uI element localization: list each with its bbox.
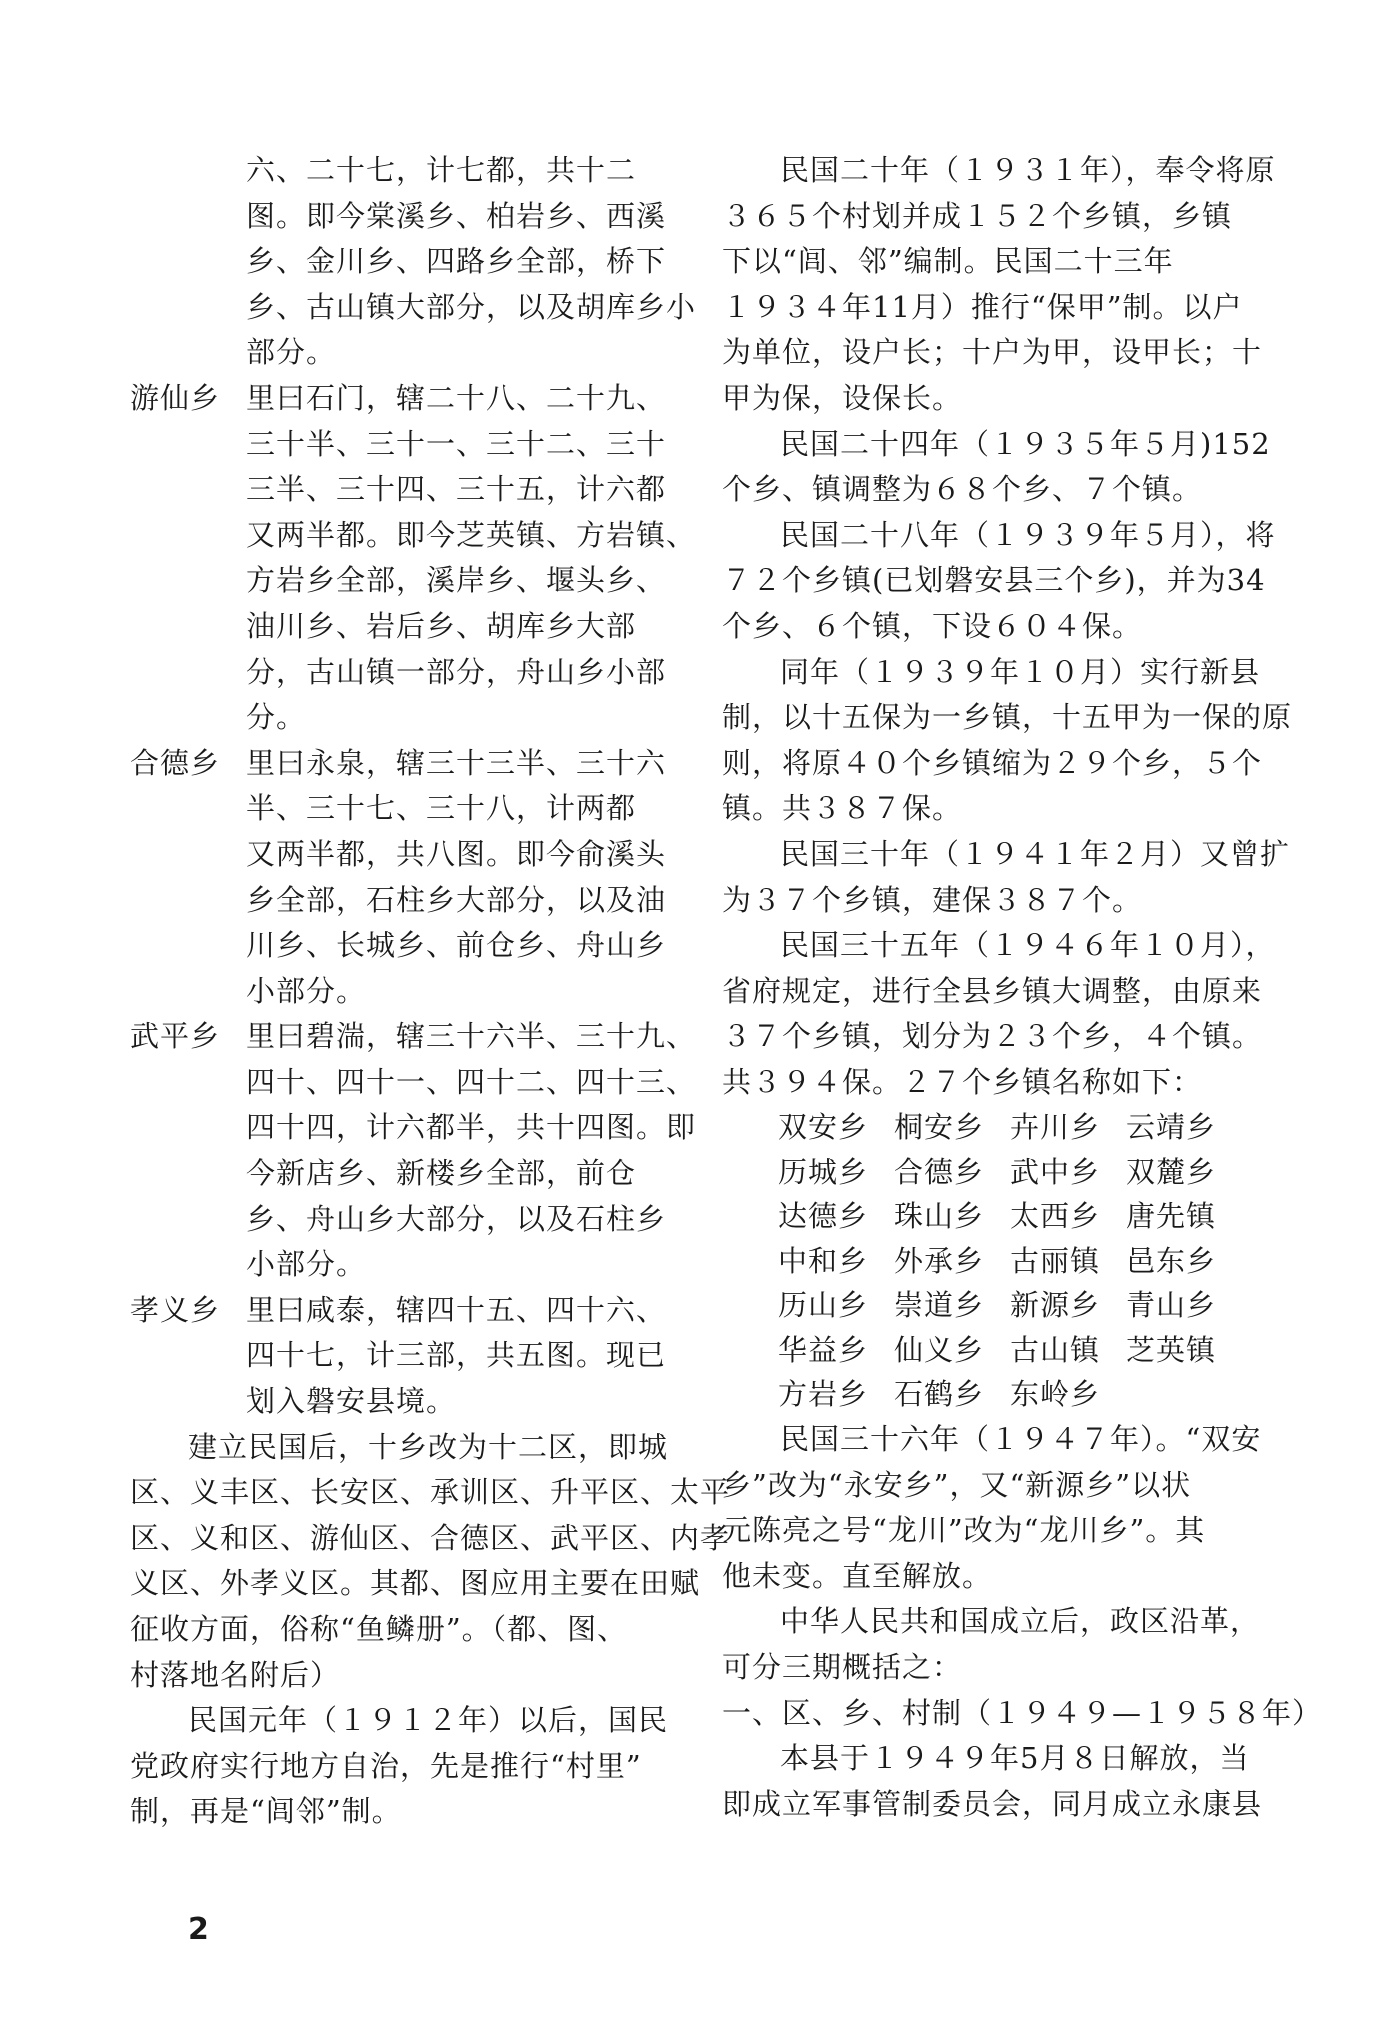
text-line: 民国二十四年（１９３５年５月)152 [780, 426, 1271, 461]
text-line: 则，将原４０个乡镇缩为２９个乡，５个 [722, 745, 1263, 780]
text-line: 里曰咸泰，辖四十五、四十六、 [246, 1292, 667, 1327]
text-line: 民国三十五年（１９４６年１０月）， [780, 928, 1276, 963]
township-name: 太西乡 [1010, 1199, 1101, 1234]
text-line: 划入磐安县境。 [246, 1384, 457, 1419]
entry-youxian [130, 376, 697, 741]
township-name: 中和乡 [778, 1243, 869, 1278]
text-line: 乡、舟山乡大部分，以及石柱乡 [246, 1201, 667, 1236]
township-name: 桐安乡 [894, 1110, 985, 1145]
text-line: 区、义丰区、长安区、承训区、升平区、太平 [130, 1475, 731, 1510]
text-line: ７２个乡镇(已划磐安县三个乡)，并为34 [722, 563, 1266, 598]
text-line: 本县于１９４９年5月８日解放，当 [780, 1741, 1250, 1776]
text-line: 小部分。 [246, 973, 367, 1008]
text-line: 四十四，计六都半，共十四图。即 [246, 1110, 697, 1145]
entry-term: 孝义乡 [130, 1292, 221, 1327]
text-line: 里曰石门，辖二十八、二十九、 [246, 380, 667, 415]
township-name: 古丽镇 [1010, 1243, 1101, 1278]
township-name: 仙义乡 [894, 1332, 985, 1367]
text-line: 小部分。 [246, 1247, 367, 1282]
township-name: 石鹤乡 [894, 1377, 985, 1412]
text-line: 义区、外孝义区。其都、图应用主要在田赋 [130, 1566, 701, 1601]
paragraph-1941 [722, 832, 1291, 923]
text-line: 征收方面，俗称“鱼鳞册”。（都、图、 [130, 1612, 628, 1646]
text-line: 又两半都，共八图。即今俞溪头 [246, 836, 667, 871]
entry-term: 武平乡 [130, 1019, 221, 1054]
text-line: 为单位，设户长；十户为甲，设甲长；十 [722, 335, 1263, 370]
township-name: 方岩乡 [778, 1377, 869, 1412]
township-name: 合德乡 [894, 1154, 985, 1189]
text-line: 民国二十年（１９３１年），奉令将原 [780, 153, 1276, 187]
text-line: 半、三十七、三十八，计两都 [246, 791, 637, 826]
text-line: １９３４年11月）推行“保甲”制。以户 [722, 289, 1243, 324]
text-line: 部分。 [246, 335, 337, 370]
text-line: 又两半都。即今芝英镇、方岩镇、 [246, 517, 697, 552]
text-line: 乡、古山镇大部分，以及胡库乡小 [246, 289, 697, 324]
text-line: 油川乡、岩后乡、胡库乡大部 [246, 608, 637, 643]
entry-term: 合德乡 [130, 745, 221, 780]
text-line: 个乡、镇调整为６８个乡、７个镇。 [722, 472, 1203, 507]
right-column [722, 148, 1323, 1827]
text-line: ３７个乡镇，划分为２３个乡，４个镇。 [722, 1019, 1263, 1054]
text-line: 里曰永泉，辖三十三半、三十六 [246, 745, 667, 780]
text-line: 乡”改为“永安乡”，又“新源乡”以状 [722, 1467, 1192, 1502]
township-name: 青山乡 [1126, 1288, 1217, 1323]
text-line: 下以“闾、邻”编制。民国二十三年 [722, 244, 1174, 279]
text-line: 同年（１９３９年１０月）实行新县 [780, 654, 1261, 689]
text-line: 为３７个乡镇，建保３８７个。 [722, 882, 1143, 917]
township-name: 新源乡 [1010, 1288, 1101, 1323]
text-line: 六、二十七，计七都，共十二 [246, 153, 637, 187]
text-line: 图。即今棠溪乡、柏岩乡、西溪 [246, 198, 667, 233]
text-line: 民国二十八年（１９３９年５月），将 [780, 517, 1276, 552]
text-line: 省府规定，进行全县乡镇大调整，由原来 [722, 973, 1263, 1008]
paragraph-prc [722, 1599, 1261, 1690]
text-line: 甲为保，设保长。 [722, 380, 963, 415]
left-column [130, 148, 731, 1835]
text-line: ３６５个村划并成１５２个乡镇，乡镇 [722, 198, 1233, 233]
text-line: 村落地名附后） [130, 1657, 341, 1692]
text-line: 四十、四十一、四十二、四十三、 [246, 1064, 697, 1099]
township-name: 武中乡 [1010, 1154, 1101, 1189]
entry-wuping [130, 1014, 697, 1288]
township-name: 达德乡 [778, 1199, 869, 1234]
township-name: 历山乡 [778, 1288, 869, 1323]
township-list [722, 1105, 1242, 1417]
paragraph-1949 [722, 1736, 1263, 1827]
text-line: 民国三十年（１９４１年２月）又曾扩 [780, 836, 1291, 871]
entry-continued [130, 148, 697, 376]
text-line: 川乡、长城乡、前仓乡、舟山乡 [246, 928, 667, 963]
text-line: 分，古山镇一部分，舟山乡小部 [246, 654, 667, 689]
entry-term: 游仙乡 [130, 380, 221, 415]
township-name: 东岭乡 [1010, 1377, 1101, 1412]
text-line: 乡、金川乡、四路乡全部，桥下 [246, 244, 667, 279]
text-line: 民国元年（１９１２年）以后，国民 [188, 1703, 669, 1738]
entry-xiaoyi [130, 1288, 670, 1425]
text-line: 三半、三十四、三十五，计六都 [246, 472, 667, 507]
township-name: 华益乡 [778, 1332, 869, 1367]
township-name: 珠山乡 [894, 1199, 985, 1234]
paragraph-1931 [722, 148, 1276, 422]
text-line: 可分三期概括之： [722, 1649, 963, 1684]
text-line: 三十半、三十一、三十二、三十 [246, 426, 667, 461]
text-line: 制，以十五保为一乡镇，十五甲为一保的原 [722, 700, 1293, 735]
township-name: 邑东乡 [1126, 1243, 1217, 1278]
paragraph-1946 [722, 923, 1276, 1105]
township-name: 芝英镇 [1126, 1332, 1217, 1367]
paragraph-republic [130, 1425, 731, 1699]
text-line: 分。 [246, 700, 307, 735]
text-line: 里曰碧湍，辖三十六半、三十九、 [246, 1019, 697, 1054]
text-line: 镇。共３８７保。 [722, 791, 963, 826]
section-heading: 一、区、乡、村制（１９４９—１９５８年） [722, 1695, 1323, 1730]
page-number: 2 [188, 1912, 209, 1947]
text-line: 党政府实行地方自治，先是推行“村里” [130, 1748, 642, 1783]
text-line: 区、义和区、游仙区、合德区、武平区、内孝 [130, 1520, 731, 1555]
township-name: 历城乡 [778, 1154, 869, 1189]
township-name: 云靖乡 [1126, 1110, 1217, 1145]
paragraph-1939a [722, 513, 1276, 650]
text-line: 中华人民共和国成立后，政区沿革， [780, 1604, 1261, 1639]
township-name: 外承乡 [894, 1243, 985, 1278]
text-line: 乡全部，石柱乡大部分，以及油 [246, 882, 667, 917]
text-line: 方岩乡全部，溪岸乡、堰头乡、 [246, 563, 667, 598]
text-line: 他未变。直至解放。 [722, 1558, 993, 1593]
text-line: 民国三十六年（１９４７年）。“双安 [780, 1421, 1262, 1456]
township-name: 崇道乡 [894, 1288, 985, 1323]
text-line: 即成立军事管制委员会，同月成立永康县 [722, 1786, 1263, 1821]
paragraph-1947 [722, 1417, 1262, 1599]
paragraph-1935 [722, 422, 1271, 513]
text-line: 四十七，计三部，共五图。现已 [246, 1338, 667, 1373]
township-name: 双麓乡 [1126, 1154, 1217, 1189]
township-name: 古山镇 [1010, 1332, 1101, 1367]
text-line: 个乡、６个镇，下设６０４保。 [722, 608, 1143, 643]
township-name: 双安乡 [778, 1110, 869, 1145]
township-name: 卉川乡 [1010, 1110, 1101, 1145]
text-line: 共３９４保。２７个乡镇名称如下： [722, 1064, 1203, 1099]
text-line: 今新店乡、新楼乡全部，前仓 [246, 1156, 637, 1191]
text-line: 制，再是“闾邻”制。 [130, 1794, 402, 1829]
paragraph-1939b [722, 650, 1293, 832]
text-line: 建立民国后，十乡改为十二区，即城 [188, 1429, 669, 1464]
paragraph-1912 [130, 1698, 670, 1835]
entry-hede [130, 741, 670, 1015]
text-line: 元陈亮之号“龙川”改为“龙川乡”。其 [722, 1513, 1206, 1548]
township-name: 唐先镇 [1126, 1199, 1217, 1234]
